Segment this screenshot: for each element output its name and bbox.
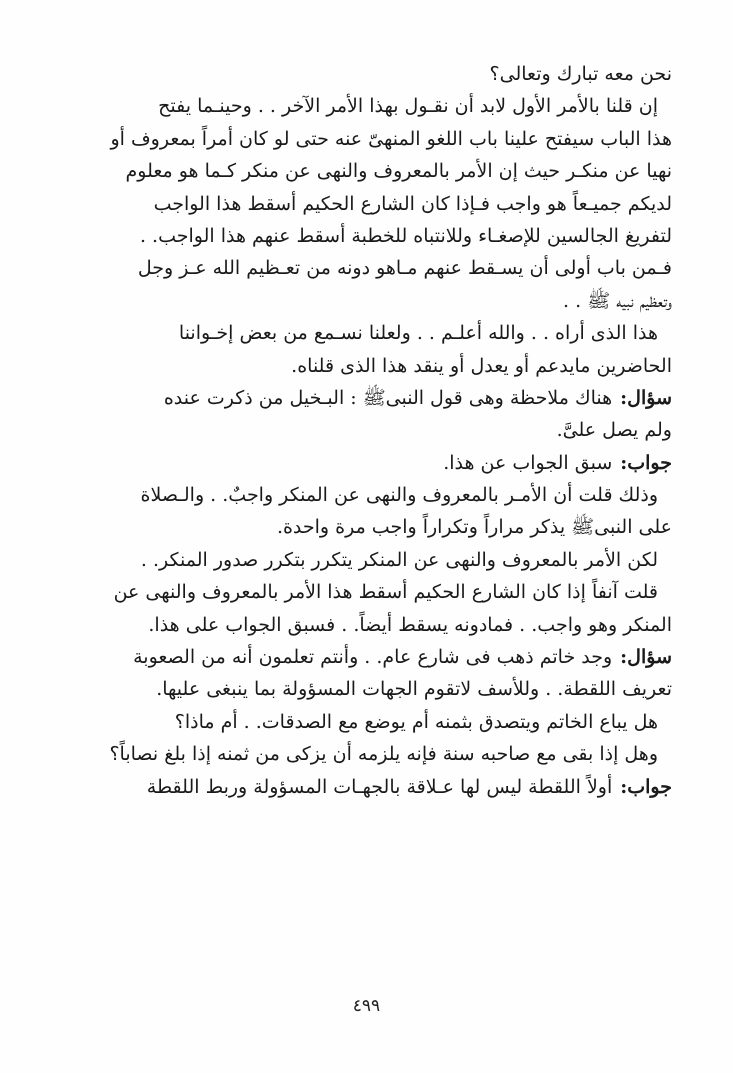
- text-line: لكن الأمر بالمعروف والنهى عن المنكر يتكرر بتكرر صدور المنكر. .: [140, 548, 658, 571]
- text-line: هذا الباب سيفتح علينا باب اللغو المنهىّ عنه حتى لو كان أمراً بمعروف أو: [110, 127, 672, 150]
- text-line: نحن معه تبارك وتعالى؟: [489, 63, 672, 85]
- text-line: على النبىﷺ يذكر مراراً وتكراراً واجب مرة واحدة.: [276, 516, 672, 539]
- question-label: سؤال:: [620, 386, 672, 409]
- text-line: ولم يصل علىَّ.: [556, 419, 672, 442]
- question-label: سؤال:: [620, 646, 672, 669]
- text-line: قلت آنفاً إذا كان الشارع الحكيم أسقط هذا الأمر بالمعروف والنهى عن: [113, 581, 658, 604]
- answer-label: جواب:: [620, 775, 672, 798]
- text-line: وهل إذا بقى مع صاحبه سنة فإنه يلزمه أن يزكى من ثمنه إذا بلغ نصاباً؟: [109, 743, 658, 766]
- answer-line: جواب:سبق الجواب عن هذا.: [443, 451, 672, 474]
- question-line: سؤال:وجد خاتم ذهب فى شارع عام. . وأنتم تعلمون أنه من الصعوبة: [133, 646, 672, 669]
- text-line: نهيا عن منكـر حيث إن الأمر بالمعروف والنهى عن منكر كـما هو معلوم: [125, 160, 672, 183]
- text-line: الحاضرين مايدعم أو يعدل أو ينقد هذا الذى قلناه.: [291, 354, 672, 377]
- question-line: سؤال:هناك ملاحظة وهى قول النبىﷺ : البـخيل من ذكرت عنده: [163, 386, 672, 409]
- answer-line: جواب:أولاً اللقطة ليس لها عـلاقة بالجهـات المسؤولة وربط اللقطة: [146, 775, 672, 798]
- text-line: هل يباع الخاتم ويتصدق بثمنه أم يوضع مع الصدقات. . أم ماذا؟: [174, 710, 658, 733]
- text-line: تعريف اللقطة. . وللأسف لاتقوم الجهات المسؤولة بما ينبغى عليها.: [156, 678, 672, 701]
- text-line: إن قلنا بالأمر الأول لابد أن نقـول بهذا الأمر الآخر . . وحينـما يفتح: [158, 95, 658, 118]
- text-line: وتعظيم نبيه ﷺ . .: [563, 289, 672, 312]
- text-line: هذا الذى أراه . . والله أعلـم . . ولعلنا نسـمع من بعض إخـواننا: [178, 322, 658, 345]
- answer-label: جواب:: [620, 451, 672, 474]
- page-number: ٤٩٩: [352, 996, 381, 1016]
- text-line: لديكم جميـعاً هو واجب فـإذا كان الشارع الحكيم أسقط هذا الواجب: [153, 192, 672, 215]
- body-text: [60, 58, 672, 803]
- text-line: فـمن باب أولى أن يسـقط عنهم مـاهو دونه من تعـظيم الله عـز وجل: [137, 257, 672, 280]
- text-line: لتفريغ الجالسين للإصغـاء وللانتباه للخطبة أسقط عنهم هذا الواجب. .: [139, 224, 672, 247]
- text-line: المنكر وهو واجب. . فمادونه يسقط أيضاً. . فسبق الجواب على هذا.: [148, 613, 672, 636]
- text-line: وذلك قلت أن الأمـر بالمعروف والنهى عن المنكر واجبٌ. . والـصلاة: [140, 484, 658, 507]
